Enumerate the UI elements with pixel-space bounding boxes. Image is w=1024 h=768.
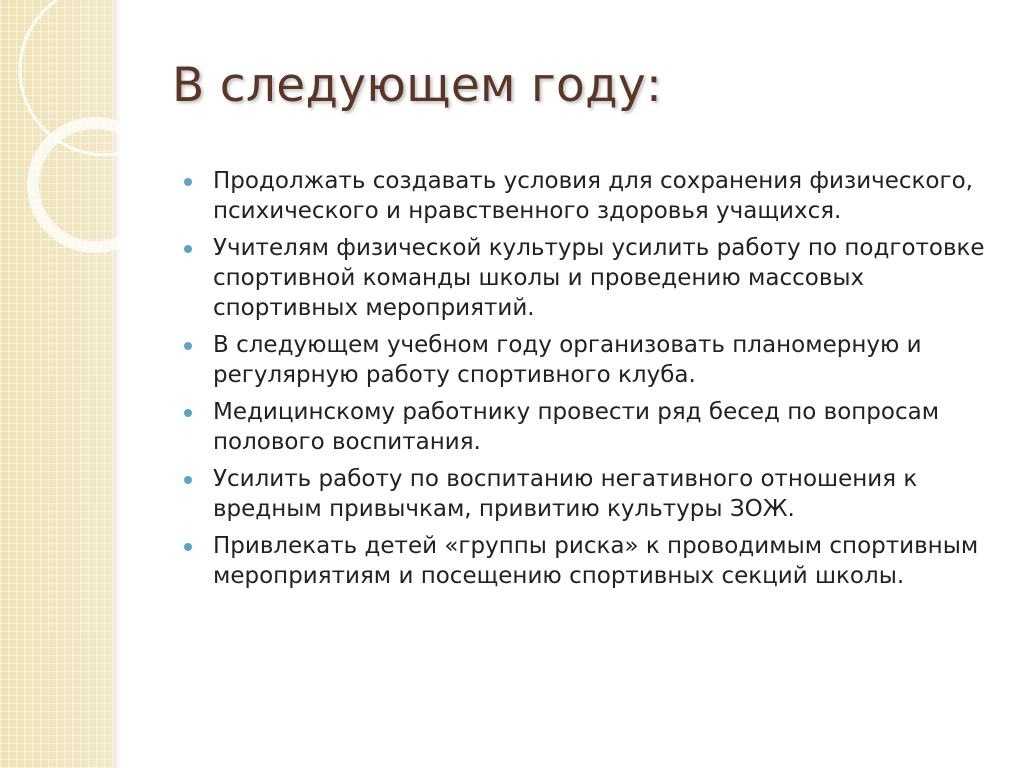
bullet-dot-icon — [184, 476, 192, 484]
bullet-item — [183, 397, 1003, 457]
bullet-dot-icon — [184, 409, 192, 417]
bullet-text: Учителям физической культуры усилить работу по подготовке спортивной команды школы и проведению массовых спортивных мероприятий. — [213, 235, 985, 321]
bullet-dot-icon — [184, 245, 192, 253]
bullet-item — [183, 166, 1003, 226]
bullet-text: Медицинскому работнику провести ряд бесед по вопросам полового воспитания. — [213, 399, 940, 455]
bullet-dot-icon — [184, 342, 192, 350]
bullet-list — [183, 166, 1003, 598]
bullet-dot-icon — [184, 178, 192, 186]
bullet-text: Продолжать создавать условия для сохранения физического, психического и нравственного здоровья учащихся. — [213, 168, 973, 224]
bullet-item — [183, 233, 1003, 323]
decorative-ring-small — [33, 123, 140, 247]
slide-title: В следующем году: — [172, 58, 663, 113]
bullet-text: Привлекать детей «группы риска» к проводимым спортивным мероприятиям и посещению спортивных секций школы. — [213, 533, 979, 589]
bullet-item — [183, 464, 1003, 524]
bullet-text: Усилить работу по воспитанию негативного отношения к вредным привычкам, привитию культуры ЗОЖ. — [213, 466, 918, 522]
bullet-text: В следующем учебном году организовать планомерную и регулярную работу спортивного клуба. — [213, 332, 922, 388]
bullet-item — [183, 531, 1003, 591]
bullet-item — [183, 330, 1003, 390]
bullet-dot-icon — [184, 543, 192, 551]
decorative-rings — [0, 0, 140, 300]
